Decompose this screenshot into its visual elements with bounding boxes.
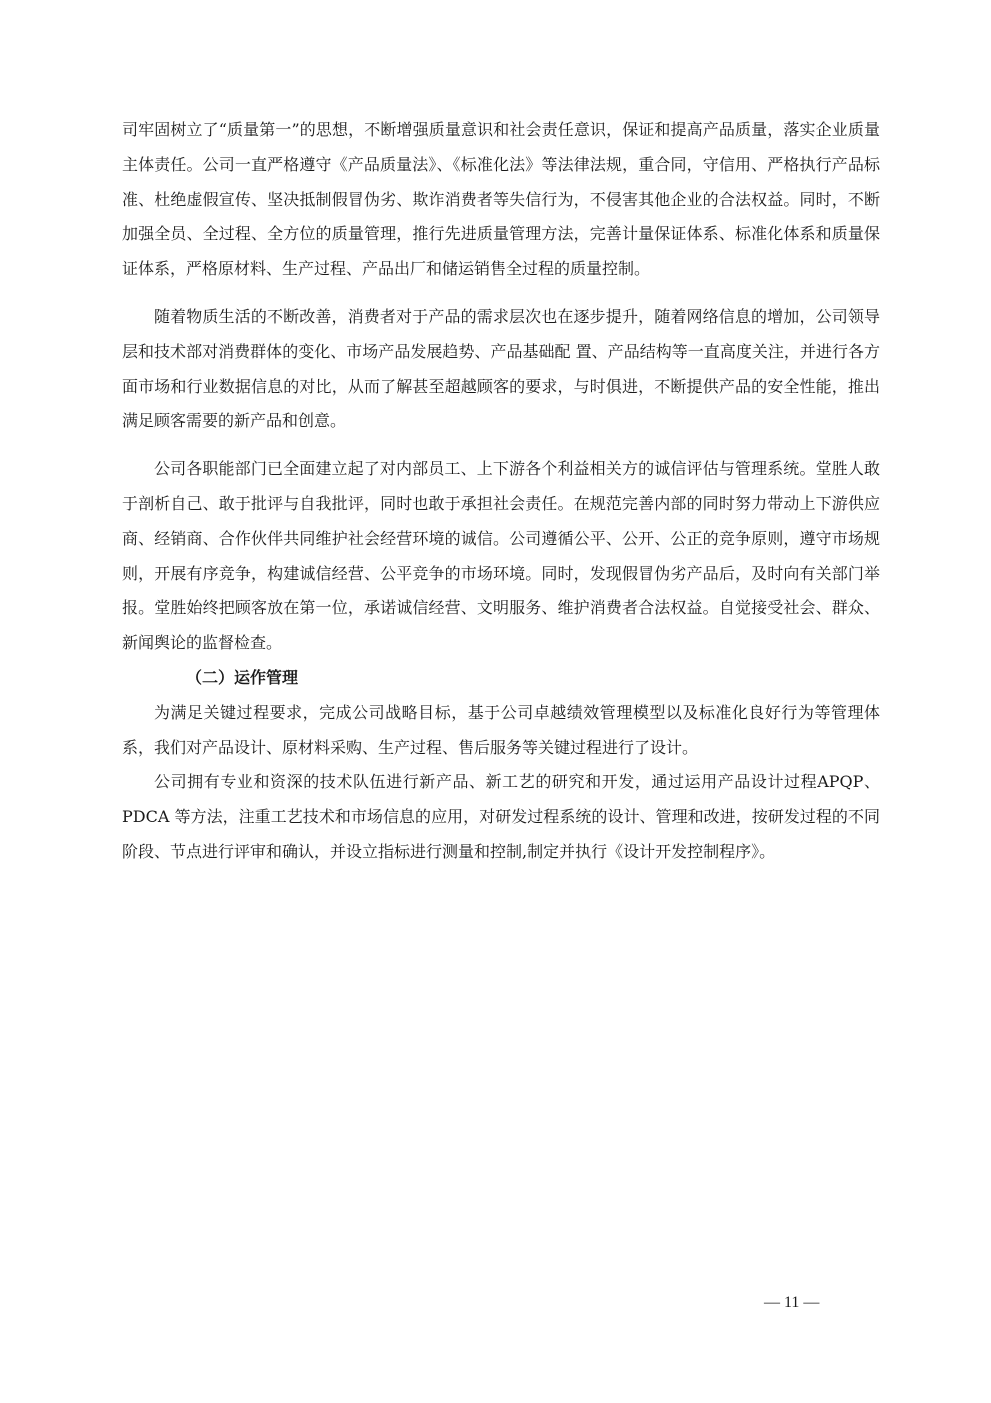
paragraph-key-process: 为满足关键过程要求，完成公司战略目标，基于公司卓越绩效管理模型以及标准化良好行为等管理体系，我们对产品设计、原材料采购、生产过程、售后服务等关键过程进行了设计。 <box>122 702 880 757</box>
paragraph-integrity-system: 公司各职能部门已全面建立起了对内部员工、上下游各个利益相关方的诚信评估与管理系统。堂胜人敢于剖析自己、敢于批评与自我批评，同时也敢于承担社会责任。在规范完善内部的同时努力带动上下游供应商、经销商、合作伙伴共同维护社会经营环境的诚信。公司遵循公平、公开、公正的竞争原则，遵守市场规则，开展有序竞争，构建诚信经营、公平竞争的市场环境。同时，发现假冒伪劣产品后，及时向有关部门举报。堂胜始终把顾客放在第一位，承诺诚信经营、文明服务、维护消费者合法权益。自觉接受社会、群众、新闻舆论的监督检查。 <box>122 459 880 653</box>
paragraph-rnd-team: 公司拥有专业和资深的技术队伍进行新产品、新工艺的研究和开发，通过运用产品设计过程APQP、PDCA 等方法，注重工艺技术和市场信息的应用，对研发过程系统的设计、管理和改进，按研发过程的不同阶段、节点进行评审和确认，并设立指标进行测量和控制,制定并执行《设计开发控制程序》。 <box>122 772 880 861</box>
page-body <box>122 113 880 870</box>
page-number: — 11 — <box>764 1294 820 1311</box>
paragraph-customer-demand: 随着物质生活的不断改善，消费者对于产品的需求层次也在逐步提升，随着网络信息的增加，公司领导层和技术部对消费群体的变化、市场产品发展趋势、产品基础配 置、产品结构等一直高度关注，并进行各方面市场和行业数据信息的对比，从而了解甚至超越顾客的要求，与时俱进，不断提供产品的安全性能，推出满足顾客需要的新产品和创意。 <box>122 306 880 431</box>
section-heading: （二）运作管理 <box>186 667 299 687</box>
paragraph-quality-commitment: 司牢固树立了“质量第一”的思想，不断增强质量意识和社会责任意识，保证和提高产品质量，落实企业质量主体责任。公司一直严格遵守《产品质量法》、《标准化法》等法律法规，重合同，守信用、严格执行产品标准、杜绝虚假宣传、坚决抵制假冒伪劣、欺诈消费者等失信行为，不侵害其他企业的合法权益。同时，不断加强全员、全过程、全方位的质量管理，推行先进质量管理方法，完善计量保证体系、标准化体系和质量保证体系，严格原材料、生产过程、产品出厂和储运销售全过程的质量控制。 <box>122 120 880 279</box>
